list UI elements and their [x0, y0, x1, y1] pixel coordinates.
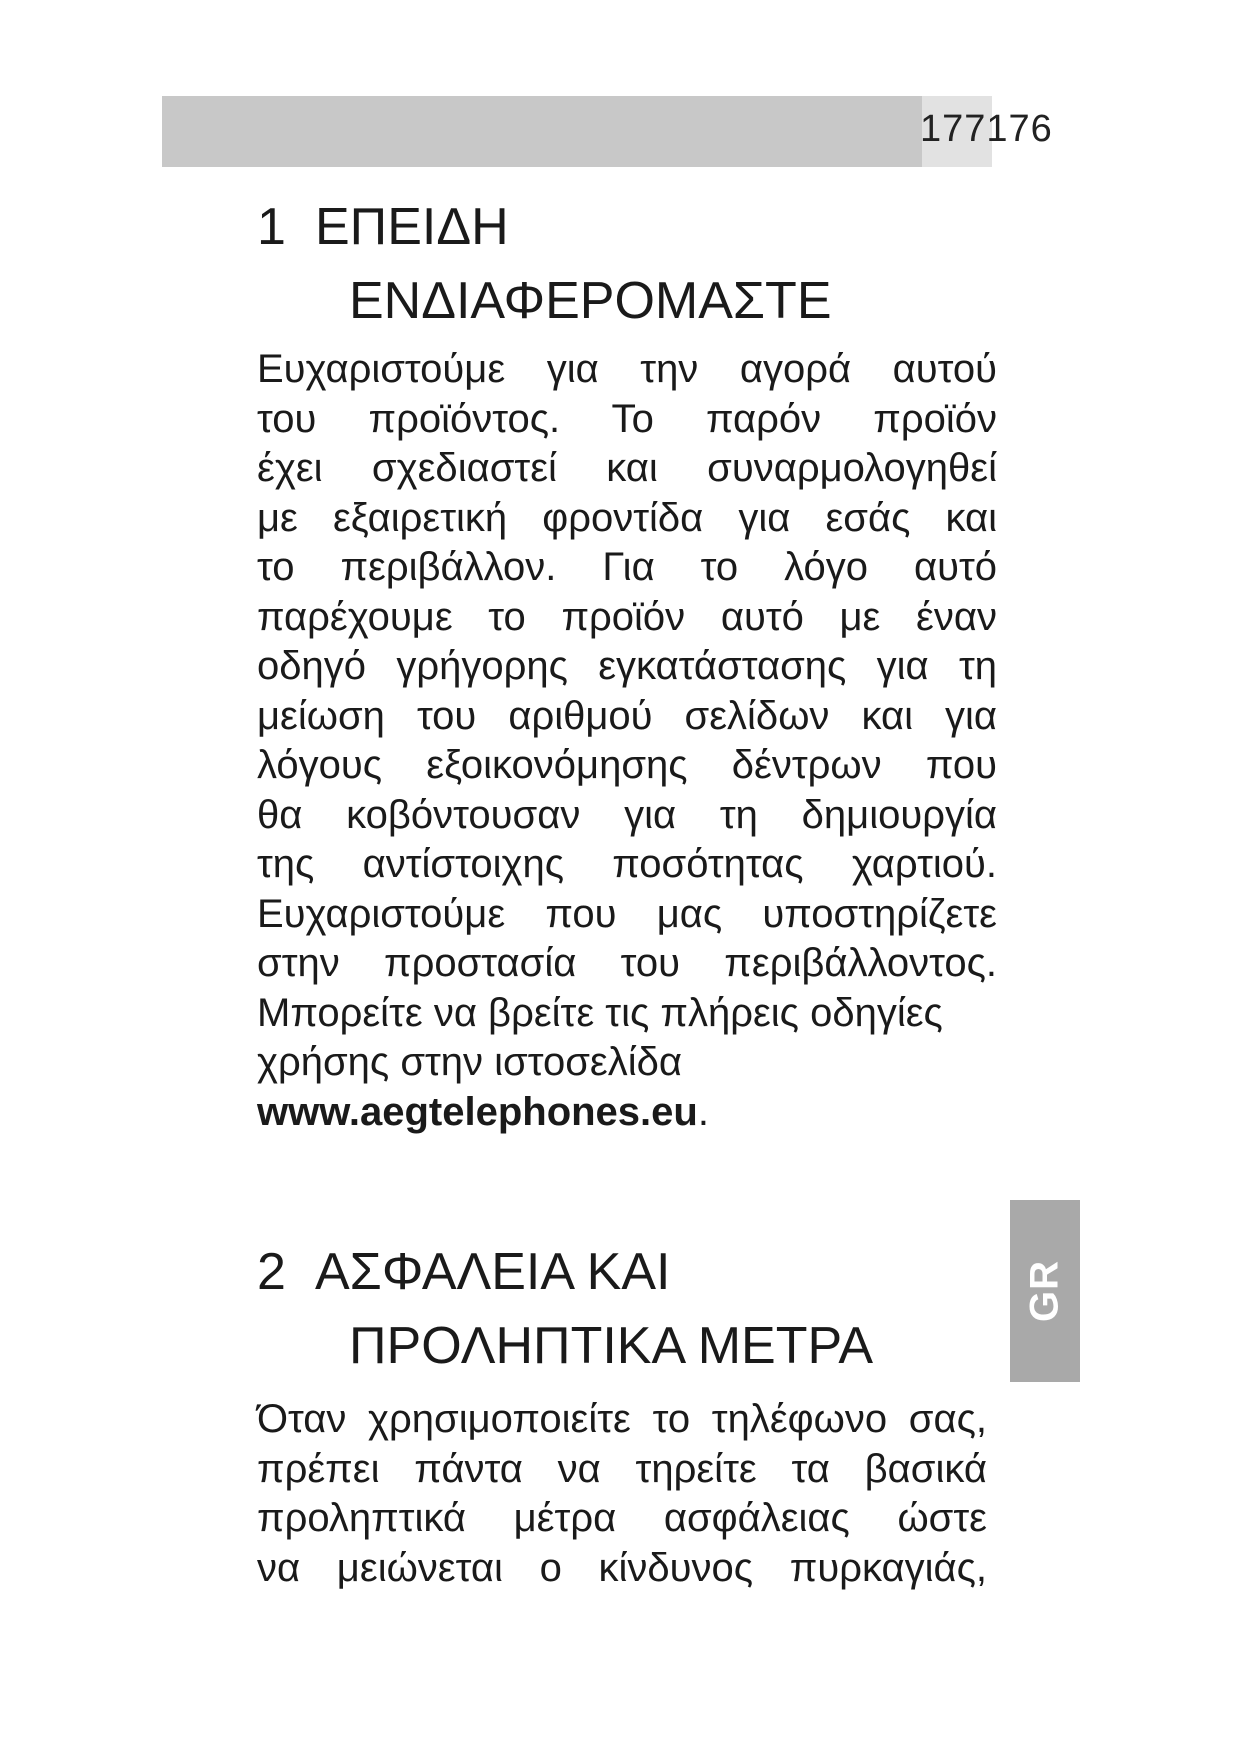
section-2-title-line2: ΠΡΟΛΗΠΤΙΚΑ ΜΕΤΡΑ: [349, 1317, 874, 1375]
paragraph-line: πρέπει πάντα να τηρείτε τα βασικά: [257, 1446, 987, 1491]
section-1-heading: [257, 190, 832, 338]
paragraph-line: Ευχαριστούμε που μας υποστηρίζετε: [257, 891, 997, 936]
language-tab: [1010, 1200, 1080, 1382]
header-bar: [162, 96, 922, 167]
paragraph-line: λόγους εξοικονόμησης δέντρων που: [257, 743, 997, 787]
section-2-title-line1: ΑΣΦΑΛΕΙΑ ΚΑΙ: [315, 1243, 671, 1301]
section-2-paragraph: [257, 1395, 987, 1593]
paragraph-line: μείωση του αριθμού σελίδων και για: [257, 693, 997, 738]
paragraph-line: του προϊόντος. Το παρόν προϊόν: [257, 396, 997, 441]
url-suffix: .: [697, 1089, 709, 1134]
paragraph-line: παρέχουμε το προϊόν αυτό με έναν: [257, 594, 997, 639]
paragraph-line: Ευχαριστούμε για την αγορά αυτού: [257, 347, 997, 391]
paragraph-line: με εξαιρετική φροντίδα για εσάς και: [257, 495, 997, 540]
section-1-number: 1: [257, 198, 286, 256]
url-line: [257, 1088, 997, 1138]
section-1-title-line2: ΕΝΔΙΑΦΕΡΟΜΑΣΤΕ: [349, 272, 832, 330]
section-1-title-line1: ΕΠΕΙΔΗ: [315, 198, 509, 256]
language-tab-label: GR: [1022, 1260, 1067, 1322]
document-code: 177176: [920, 108, 1053, 150]
paragraph-line: Όταν χρησιμοποιείτε το τηλέφωνο σας,: [257, 1397, 987, 1441]
section-2-number: 2: [257, 1243, 286, 1301]
paragraph-line: οδηγό γρήγορης εγκατάστασης για τη: [257, 644, 997, 688]
website-link[interactable]: www.aegtelephones.eu: [257, 1089, 698, 1134]
section-1-paragraph: [257, 345, 997, 1137]
paragraph-line: Μπορείτε να βρείτε τις πλήρεις οδηγίες: [257, 990, 943, 1035]
paragraph-line: θα κοβόντουσαν για τη δημιουργία: [257, 792, 997, 837]
paragraph-line: στην προστασία του περιβάλλοντος.: [257, 941, 997, 985]
section-2-heading: [257, 1235, 873, 1383]
paragraph-line: να μειώνεται ο κίνδυνος πυρκαγιάς,: [257, 1545, 987, 1590]
paragraph-line: χρήσης στην ιστοσελίδα: [257, 1040, 683, 1084]
paragraph-line: το περιβάλλον. Για το λόγο αυτό: [257, 545, 997, 589]
paragraph-line: έχει σχεδιαστεί και συναρμολογηθεί: [257, 446, 997, 490]
paragraph-line: προληπτικά μέτρα ασφάλειας ώστε: [257, 1496, 987, 1540]
paragraph-line: της αντίστοιχης ποσότητας χαρτιού.: [257, 842, 997, 886]
